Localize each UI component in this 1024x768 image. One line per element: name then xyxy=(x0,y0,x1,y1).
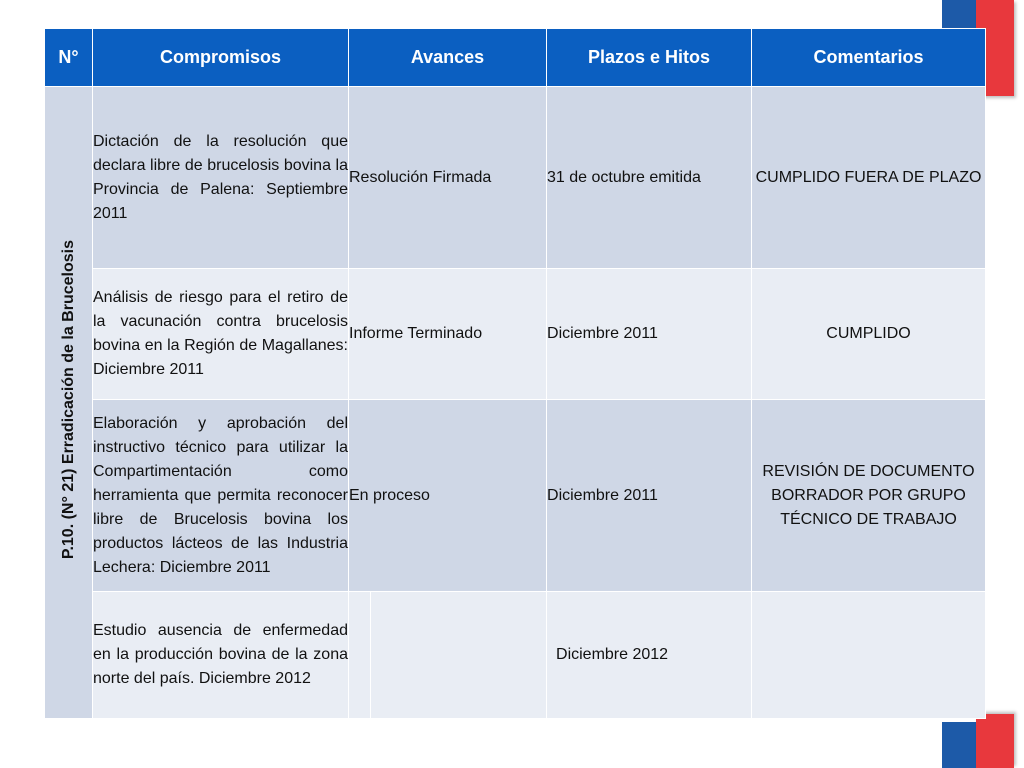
avance-cell: Resolución Firmada xyxy=(349,87,547,269)
corner-decoration-red-bottom xyxy=(976,714,1014,768)
header-compromisos: Compromisos xyxy=(93,29,349,87)
plazo-cell: Diciembre 2011 xyxy=(547,400,752,592)
header-plazos: Plazos e Hitos xyxy=(547,29,752,87)
commitments-table xyxy=(44,28,986,719)
avance-cell: Informe Terminado xyxy=(349,269,547,400)
comentario-cell: CUMPLIDO FUERA DE PLAZO xyxy=(752,87,986,269)
header-num: N° xyxy=(45,29,93,87)
table-row xyxy=(45,400,986,592)
plazo-cell: 31 de octubre emitida xyxy=(547,87,752,269)
compromiso-cell: Análisis de riesgo para el retiro de la vacunación contra brucelosis bovina en la Región de Magallanes: Diciembre 2011 xyxy=(93,269,349,400)
plazo-text: Diciembre 2012 xyxy=(556,646,669,663)
plazo-cell xyxy=(547,592,752,719)
table-row xyxy=(45,87,986,269)
header-comentarios: Comentarios xyxy=(752,29,986,87)
comentario-cell: REVISIÓN DE DOCUMENTO BORRADOR POR GRUPO TÉCNICO DE TRABAJO xyxy=(752,400,986,592)
plazo-cell: Diciembre 2011 xyxy=(547,269,752,400)
spacer-cell xyxy=(349,592,371,719)
compromiso-cell: Dictación de la resolución que declara libre de brucelosis bovina la Provincia de Palena: Septiembre 2011 xyxy=(93,87,349,269)
header-avances: Avances xyxy=(349,29,547,87)
compromiso-cell: Estudio ausencia de enfermedad en la producción bovina de la zona norte del país. Diciembre 2012 xyxy=(93,592,349,719)
compromiso-cell: Elaboración y aprobación del instructivo técnico para utilizar la Compartimentación como herramienta que permita reconocer libre de Brucelosis bovina los productos lácteos de las Industria Lechera: Diciembre 2011 xyxy=(93,400,349,592)
comentario-cell xyxy=(752,592,986,719)
avance-cell: En proceso xyxy=(349,400,547,592)
table-header-row xyxy=(45,29,986,87)
group-label: P.10. (N° 21) Erradicación de la Brucelosis xyxy=(59,240,77,560)
table-row xyxy=(45,592,986,719)
corner-decoration-blue-bottom xyxy=(942,722,976,768)
table-row xyxy=(45,269,986,400)
avance-cell xyxy=(371,592,547,719)
group-label-cell xyxy=(45,87,93,719)
comentario-cell: CUMPLIDO xyxy=(752,269,986,400)
